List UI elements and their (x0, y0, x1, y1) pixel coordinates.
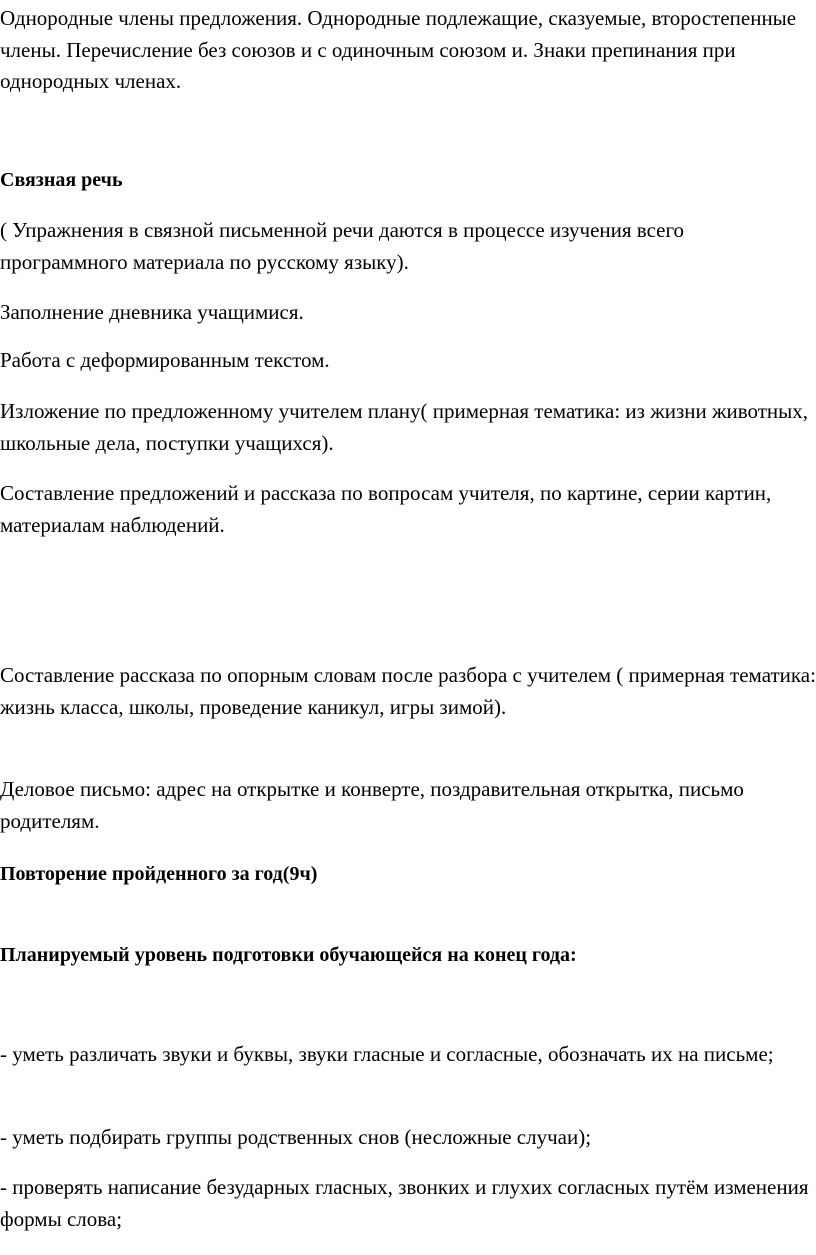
paragraph-composing-sentences: Составление предложений и рассказа по вопросам учителя, по картине, серии картин, материалам наблюдений. (0, 481, 772, 537)
paragraph-exposition: Изложение по предложенному учителем плану( примерная тематика: из жизни животных, школьные дела, поступки учащихся). (0, 399, 809, 455)
paragraph-homogeneous-members: Однородные члены предложения. Однородные подлежащие, сказуемые, второстепенные члены. Перечисление без союзов и с одиночным союзом и. Знаки препинания при однородных членах. (0, 6, 797, 93)
paragraph-business-letter: Деловое письмо: адрес на открытке и конверте, поздравительная открытка, письмо родителям. (0, 777, 744, 833)
heading-planned-level: Планируемый уровень подготовки обучающейся на конец года: (0, 944, 577, 966)
paragraph-diary: Заполнение дневника учащимися. (0, 300, 304, 324)
paragraph-exercises-note: ( Упражнения в связной письменной речи даются в процессе изучения всего программного материала по русскому языку). (0, 218, 685, 274)
heading-connected-speech: Связная речь (0, 169, 123, 191)
list-item-related-words: - уметь подбирать группы родственных снов (несложные случаи); (0, 1125, 592, 1149)
list-item-sounds-letters: - уметь различать звуки и буквы, звуки гласные и согласные, обозначать их на письме; (0, 1042, 774, 1066)
paragraph-deformed-text: Работа с деформированным текстом. (0, 348, 330, 372)
heading-year-review: Повторение пройденного за год(9ч) (0, 863, 318, 885)
list-item-check-spelling: - проверять написание безударных гласных, звонких и глухих согласных путём изменения формы слова; (0, 1175, 809, 1231)
paragraph-story-keywords: Составление рассказа по опорным словам после разбора с учителем ( примерная тематика: жизнь класса, школы, проведение каникул, игры зимой). (0, 663, 816, 719)
